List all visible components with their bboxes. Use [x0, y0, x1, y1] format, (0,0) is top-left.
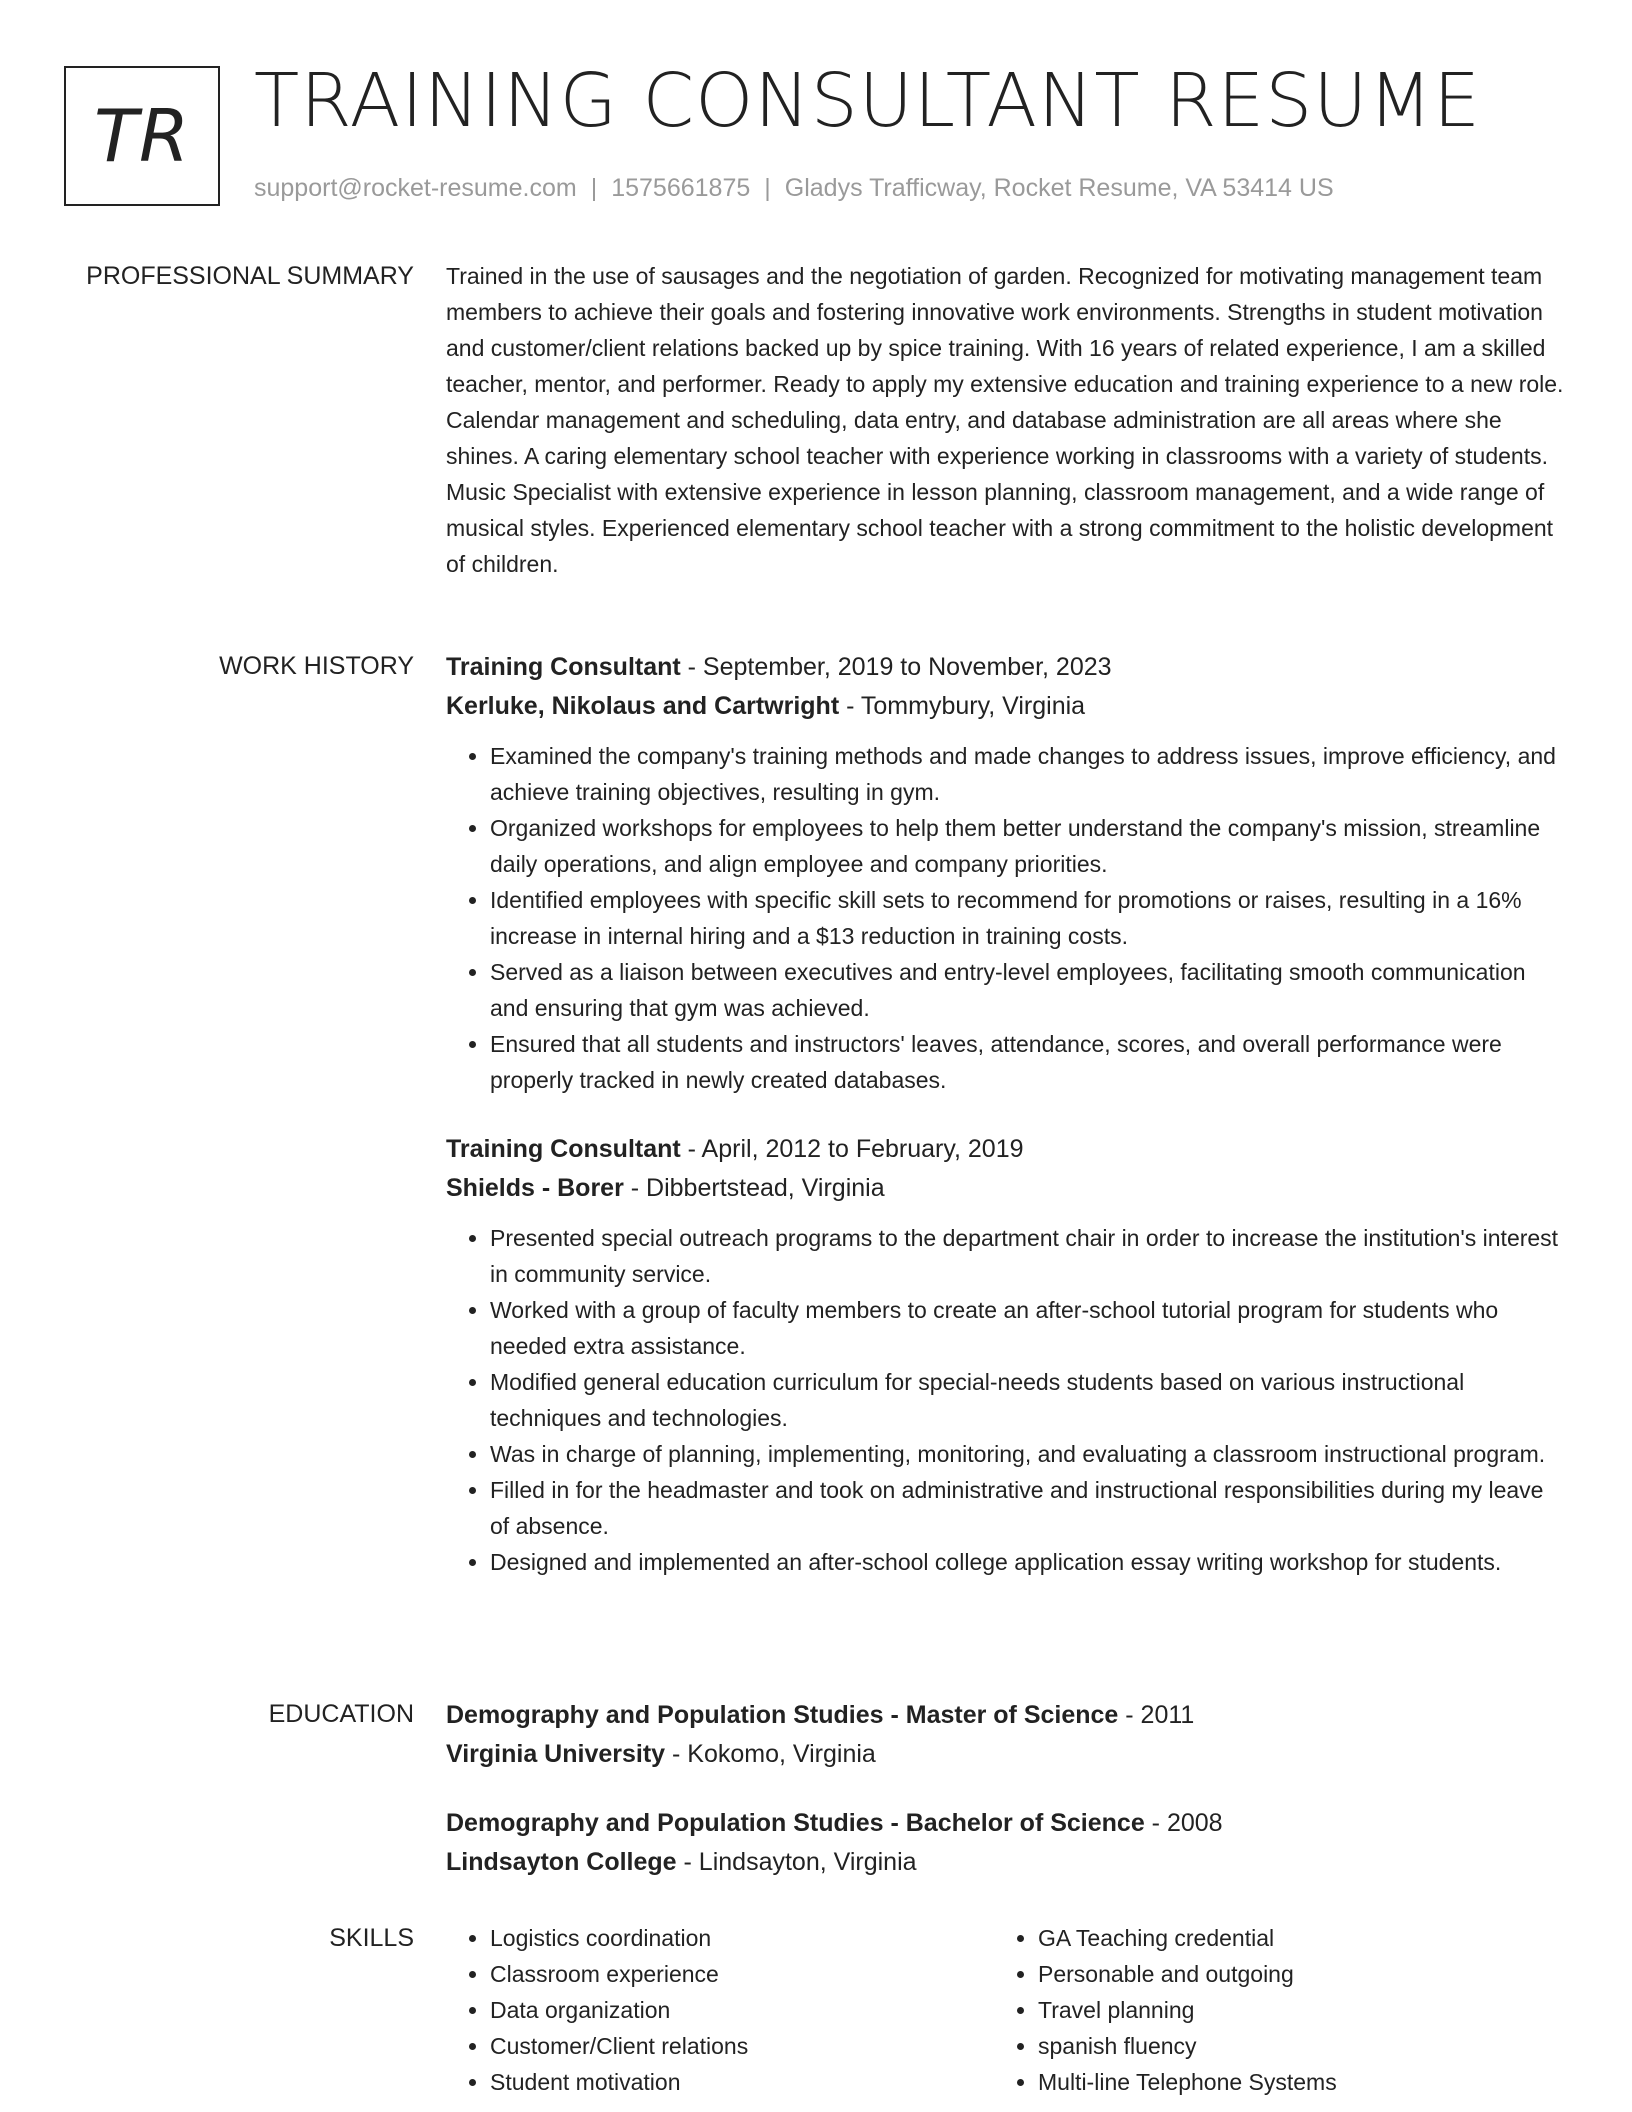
job-bullet: • Examined the company's training methods and made changes to address issues, improve efficiency, and achieve training objectives, resulting in gym. — [490, 738, 1566, 810]
degree-name: Demography and Population Studies - Master of Science — [446, 1701, 1119, 1729]
skill-item: • Student motivation — [490, 2064, 994, 2100]
contact-line — [254, 174, 1334, 203]
skill-item: • Multi-line Telephone Systems — [1038, 2064, 1542, 2100]
contact-email: support@rocket-resume.com — [254, 174, 577, 202]
skill-item: • GA Teaching credential — [1038, 1920, 1542, 1956]
summary-text: Trained in the use of sausages and the negotiation of garden. Recognized for motivating management team members to achieve their goals and fostering innovative work environments. Strengths in student motivation and customer/client relations backed up by spice training. With 16 years of related experience, I am a skilled teacher, mentor, and performer. Ready to apply my extensive education and training experience to a new role. Calendar management and scheduling, data entry, and database administration are all areas where she shines. A caring elementary school teacher with experience working in classrooms with a variety of students. Music Specialist with extensive experience in lesson planning, classroom management, and a wide range of musical styles. Experienced elementary school teacher with a strong commitment to the holistic development of children. — [446, 263, 1564, 577]
skills-list-left — [446, 1920, 994, 2100]
job-company: Kerluke, Nikolaus and Cartwright — [446, 692, 840, 720]
education-entry — [446, 1696, 1566, 1774]
job-title: Training Consultant — [446, 1135, 681, 1163]
contact-phone: 1575661875 — [611, 174, 751, 202]
job-dates: - April, 2012 to February, 2019 — [680, 1135, 1024, 1163]
job-company: Shields - Borer — [446, 1174, 624, 1202]
job-bullet: • Was in charge of planning, implementing, monitoring, and evaluating a classroom instructional program. — [490, 1436, 1566, 1472]
skills-list-right — [994, 1920, 1542, 2100]
contact-address: Gladys Trafficway, Rocket Resume, VA 53414 US — [784, 174, 1334, 202]
education-entry — [446, 1804, 1566, 1882]
job-bullet: • Identified employees with specific skill sets to recommend for promotions or raises, resulting in a 16% increase in internal hiring and a $13 reduction in training costs. — [490, 882, 1566, 954]
school-location: - Kokomo, Virginia — [665, 1740, 876, 1768]
skill-item: • Customer/Client relations — [490, 2028, 994, 2064]
section-label-summary: PROFESSIONAL SUMMARY — [86, 262, 414, 290]
job-bullet: • Designed and implemented an after-school college application essay writing workshop for students. — [490, 1544, 1566, 1580]
skill-item: • Travel planning — [1038, 1992, 1542, 2028]
skill-item: • spanish fluency — [1038, 2028, 1542, 2064]
degree-name: Demography and Population Studies - Bachelor of Science — [446, 1809, 1145, 1837]
skill-item: • Data organization — [490, 1992, 994, 2028]
job-location: - Dibbertstead, Virginia — [623, 1174, 885, 1202]
degree-year: - 2008 — [1144, 1809, 1223, 1837]
school-name: Virginia University — [446, 1740, 666, 1768]
skill-item: • Logistics coordination — [490, 1920, 994, 1956]
job-bullet: • Organized workshops for employees to help them better understand the company's mission, streamline daily operations, and align employee and company priorities. — [490, 810, 1566, 882]
school-location: - Lindsayton, Virginia — [676, 1848, 917, 1876]
job-dates: - September, 2019 to November, 2023 — [680, 653, 1112, 681]
resume-title: TRAINING CONSULTANT RESUME — [254, 58, 1481, 144]
section-label-education: EDUCATION — [268, 1700, 414, 1728]
job-title: Training Consultant — [446, 653, 681, 681]
skill-item: • Classroom experience — [490, 1956, 994, 1992]
section-label-work: WORK HISTORY — [219, 652, 414, 680]
job-bullet: • Served as a liaison between executives and entry-level employees, facilitating smooth communication and ensuring that gym was achieved. — [490, 954, 1566, 1026]
job-bullet: • Ensured that all students and instructors' leaves, attendance, scores, and overall performance were properly tracked in newly created databases. — [490, 1026, 1566, 1098]
degree-year: - 2011 — [1118, 1701, 1195, 1729]
job-bullet: • Modified general education curriculum for special-needs students based on various instructional techniques and technologies. — [490, 1364, 1566, 1436]
contact-separator: | — [764, 174, 771, 202]
school-name: Lindsayton College — [446, 1848, 677, 1876]
contact-separator: | — [590, 174, 598, 202]
job-entry — [446, 648, 1566, 1098]
job-bullet: • Presented special outreach programs to the department chair in order to increase the institution's interest in community service. — [490, 1220, 1566, 1292]
skill-item: • Personable and outgoing — [1038, 1956, 1542, 1992]
job-bullet: • Worked with a group of faculty members to create an after-school tutorial program for students who needed extra assistance. — [490, 1292, 1566, 1364]
monogram-logo: TR — [64, 66, 220, 206]
job-location: - Tommybury, Virginia — [839, 692, 1086, 720]
job-entry — [446, 1130, 1566, 1580]
job-bullet: • Filled in for the headmaster and took on administrative and instructional responsibilities during my leave of absence. — [490, 1472, 1566, 1544]
section-label-skills: SKILLS — [329, 1924, 414, 1952]
